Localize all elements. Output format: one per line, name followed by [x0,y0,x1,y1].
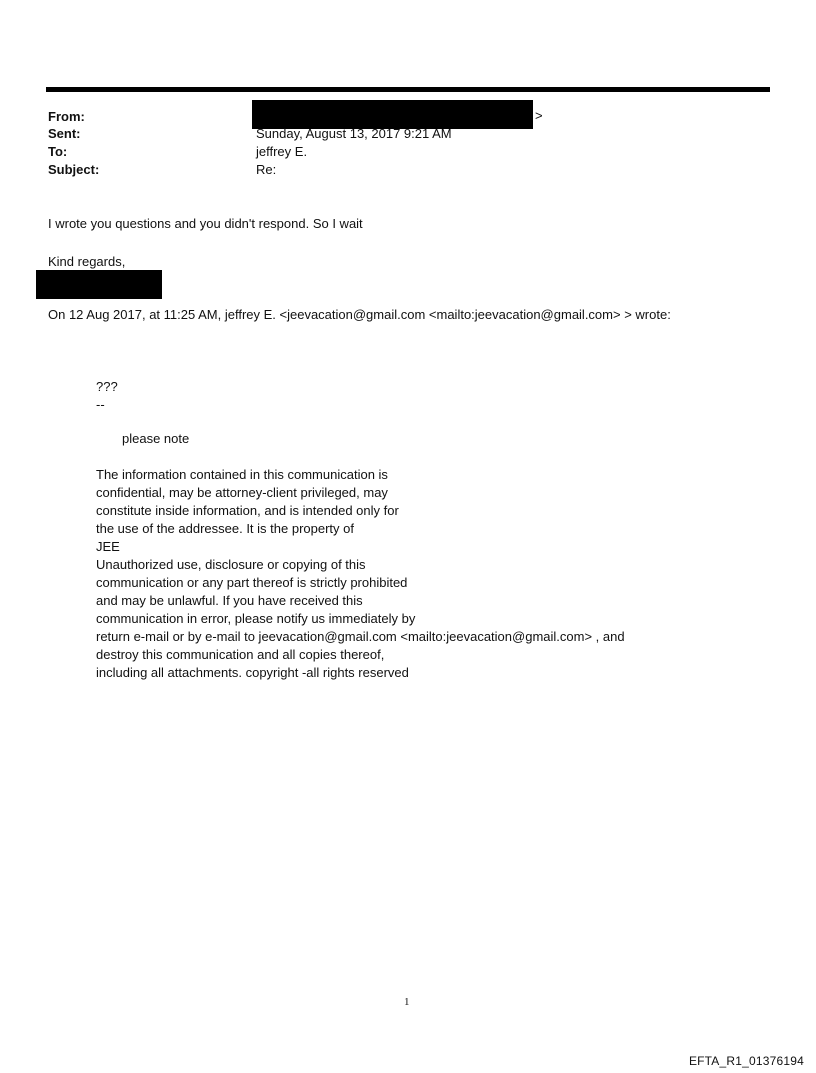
document-id: EFTA_R1_01376194 [688,1054,804,1068]
quote-intro: On 12 Aug 2017, at 11:25 AM, jeffrey E. <jeevacation@gmail.com <mailto:jeevacation@gmail.com> > wrote: [48,307,671,322]
sent-label: Sent: [48,126,81,141]
message-text: I wrote you questions and you didn't respond. So I wait [48,216,363,231]
from-label: From: [48,109,85,124]
from-suffix: > [535,108,543,123]
disclaimer-line: Unauthorized use, disclosure or copying of this [96,557,366,572]
subject-label: Subject: [48,162,100,177]
disclaimer-line: communication or any part thereof is strictly prohibited [96,575,408,590]
quoted-separator: -- [96,397,105,412]
disclaimer-line: the use of the addressee. It is the property of [96,521,354,536]
redacted-signature [36,270,162,299]
disclaimer-block [96,466,625,682]
disclaimer-line: confidential, may be attorney-client privileged, may [96,485,388,500]
disclaimer-line: JEE [96,539,120,554]
page-number: 1 [404,996,410,1008]
header-rule [46,87,770,92]
sent-value: Sunday, August 13, 2017 9:21 AM [256,126,452,141]
redacted-from-address [252,100,533,129]
closing-text: Kind regards, [48,254,126,269]
subject-value: Re: [256,162,277,177]
disclaimer-line: destroy this communication and all copies thereof, [96,647,385,662]
disclaimer-line: The information contained in this communication is [96,467,388,482]
disclaimer-line: constitute inside information, and is intended only for [96,503,399,518]
disclaimer-line: return e-mail or by e-mail to jeevacation@gmail.com <mailto:jeevacation@gmail.com> , and [96,629,625,644]
to-value: jeffrey E. [256,144,308,159]
to-label: To: [48,144,68,159]
disclaimer-line: including all attachments. copyright -all rights reserved [96,665,409,680]
disclaimer-line: communication in error, please notify us immediately by [96,611,416,626]
quoted-text: ??? [96,379,118,394]
disclaimer-line: and may be unlawful. If you have received this [96,593,363,608]
note-heading: please note [122,431,190,446]
